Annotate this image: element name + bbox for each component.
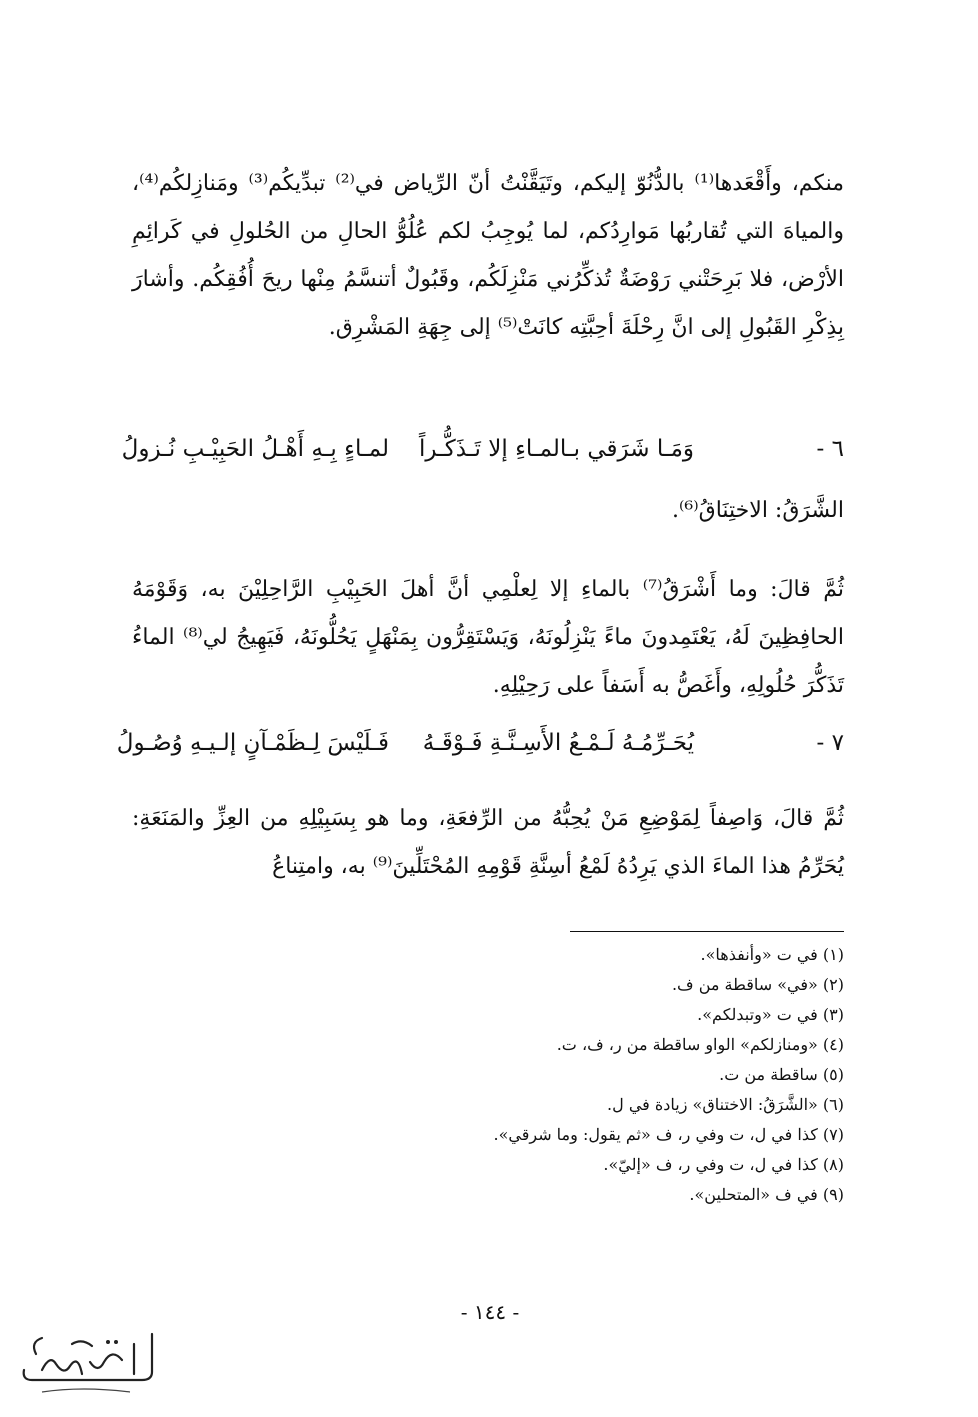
footnotes-list (124, 940, 844, 1210)
paragraph-3: ثُمَّ قالَ، وَاصِفاً لِمَوْضِعِ مَنْ يُحِبُّهُ من الرِّفعَةِ، وما هو بِسَبِيْلِهِ من العِزِّ والمَنَعَةِ: يُحَرِّمُ هذا الماءَ الذي يَرِدُهُ لَمْعُ أسِنَّةِ قَوْمِهِ المُحْتَلِّينَ⁽⁹⁾ به، وامتِناعُ (132, 806, 844, 879)
verse-6-first-hemistich: وَمَـا شَرَقي بـالمـاءِ إلا تَـذَكُّـراً (418, 436, 694, 462)
verse-6 (121, 436, 844, 476)
paragraph-1: منكم، وأَقْعَدها⁽¹⁾ بالدُّنُوّ إليكم، وتَيَقَّنْتُ أنّ الرِّياض في⁽²⁾ تبدِّيكُم⁽³⁾ ومَنازِلكُم⁽⁴⁾، والمياهَ التي تُقاربُها مَوارِدُكم، لما يُوجِبُ لكم عُلُوُّ الحالِ من الحُلولِ في كَرائِمِ الأرْض، فلا بَرِحَتْني رَوْضَةٌ تُذكِّرُني مَنْزِلَكُم، وقَبُولٌ أتنسَّمُ مِنْها ريحَ أُفُقِكُم. وأشارَ بِذِكْرِ القَبُولِ إلى انَّ رِحْلَةَ أحِبَّتِه كانَتْ⁽⁵⁾ إلى جِهَةِ المَشْرِق. (132, 171, 845, 340)
verse-7-number: ٧ - (816, 730, 844, 756)
footnote-6: (٦) «الشَّرَقُ: الاختناق» زيادة في ل. (607, 1095, 844, 1114)
footnote-5: (٥) ساقطة من ت. (719, 1065, 844, 1084)
footnote-7: (٧) كذا في ل، ت وفي ر، ف «ثم يقول: وما شرقي». (493, 1125, 844, 1144)
calligraphy-logo-icon (12, 1324, 162, 1404)
footnote-8: (٨) كذا في ل، ت وفي ر، ف «إليّ». (603, 1155, 844, 1174)
page-number: - ١٤٤ - (460, 1300, 520, 1324)
verse-7-first-hemistich: يُحَـرِّمُـهُ لَـمْـعُ الأَسِـنَّـةِ فَـوْقَـهُ (422, 730, 694, 756)
footnote-3: (٣) في ت «وتبدلكم». (697, 1005, 844, 1024)
verse-6-second-hemistich: لمـاءٍ بِـهِ أَهْـلُ الحَبِيْـبِ نُـزولُ (121, 436, 389, 462)
verse-7-second-hemistich: فَـلَيْسَ لِـظَمْـآنٍ إلـيـهِ وُصُـولُ (116, 730, 389, 756)
footnote-2: (٢) «في» ساقطة من ف. (671, 975, 844, 994)
footnote-divider (570, 931, 844, 932)
paragraph-2: ثُمَّ قالَ: وما أَشْرَقُ⁽⁷⁾ بالماءِ إلا لِعلْمِي أنَّ أهلَ الحَبِيْبِ الرَّاحِلِيْنَ به، وَقَوْمَهُ الحافِظِينَ لَهُ، يَعْتَمِدونَ ماءً يَنْزِلُونَهُ، وَيَسْتَقِرُّون بِمَنْهَلٍ يَحُلُّونَهُ، فَيَهِيجُ لي⁽⁸⁾ الماءُ تَذَكُّرَ حُلُولِهِ، وأَغَصُّ به أَسَفاً على رَحِيْلِهِ. (132, 577, 845, 698)
footnote-9: (٩) في ف «المتحلين». (689, 1185, 844, 1204)
verse-6-gloss: الشَّرَقُ: الاختِنَاقُ⁽⁶⁾. (671, 498, 844, 523)
footnote-4: (٤) «ومنازلكم» الواو ساقطة من ر، ف، ت. (556, 1035, 844, 1054)
verse-6-number: ٦ - (816, 436, 844, 462)
footnote-1: (١) في ت «وأنفذها». (700, 945, 844, 964)
verse-7 (116, 730, 844, 770)
